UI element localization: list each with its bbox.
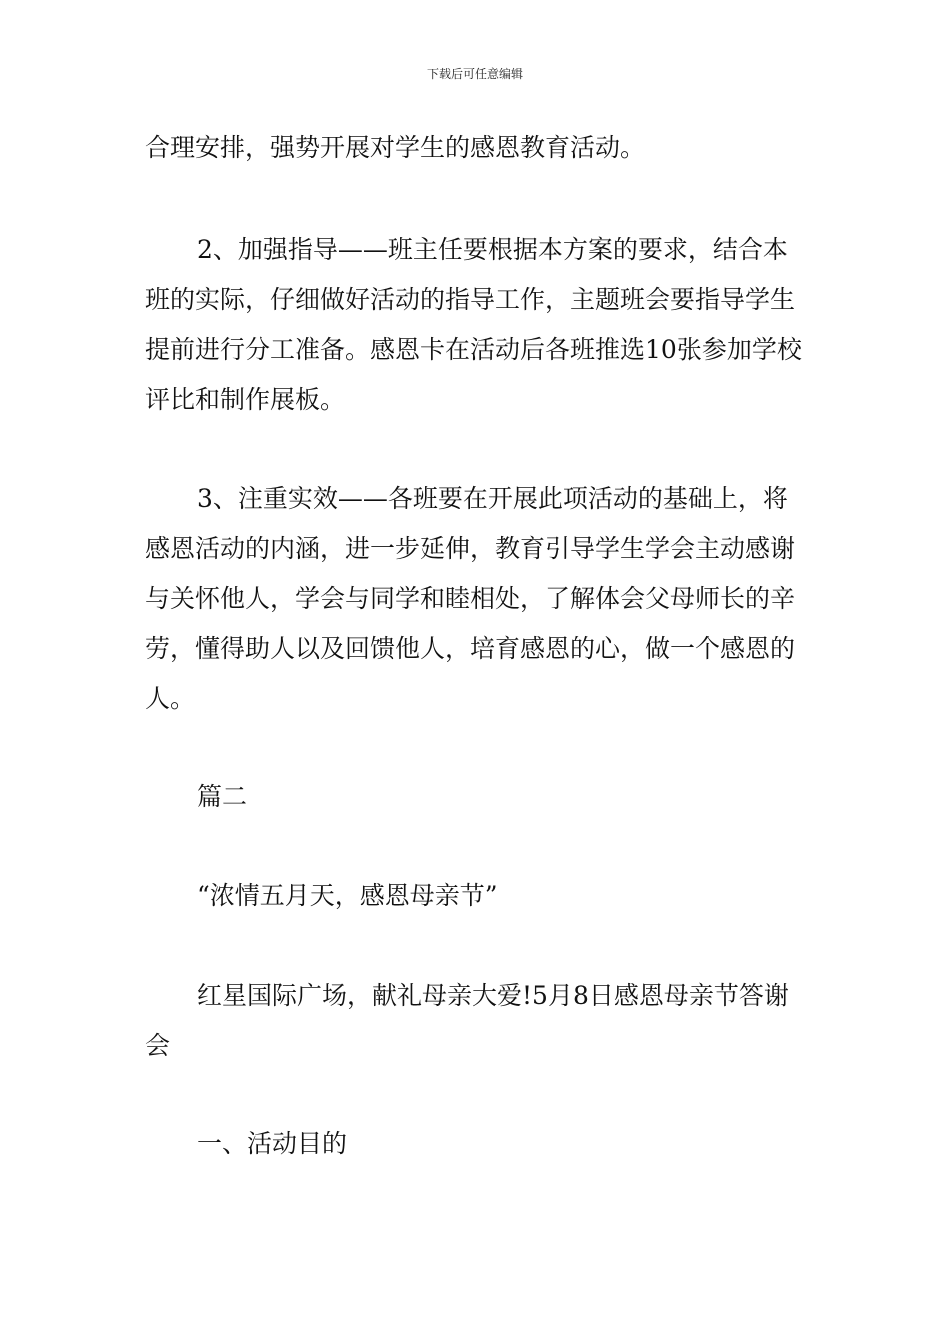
section-heading-part-two: 篇二	[197, 782, 248, 811]
event-title: “浓情五月天，感恩母亲节”	[197, 881, 498, 910]
event-subtitle: 红星国际广场，献礼母亲大爱!5月8日感恩母亲节答谢会	[145, 981, 789, 1060]
paragraph-guidance: 2、加强指导——班主任要根据本方案的要求，结合本班的实际，仔细做好活动的指导工作，主题班会要指导学生提前进行分工准备。感恩卡在活动后各班推选10张参加学校评比和制作展板。	[145, 235, 802, 414]
paragraph-continuation: 合理安排，强势开展对学生的感恩教育活动。	[145, 133, 646, 162]
section-heading-purpose: 一、活动目的	[197, 1129, 348, 1158]
paragraph-effectiveness: 3、注重实效——各班要在开展此项活动的基础上，将感恩活动的内涵，进一步延伸，教育引导学生学会主动感谢与关怀他人，学会与同学和睦相处，了解体会父母师长的辛劳，懂得助人以及回馈他人，培育感恩的心，做一个感恩的人。	[145, 484, 796, 713]
page-header: 下载后可任意编辑	[426, 67, 523, 81]
